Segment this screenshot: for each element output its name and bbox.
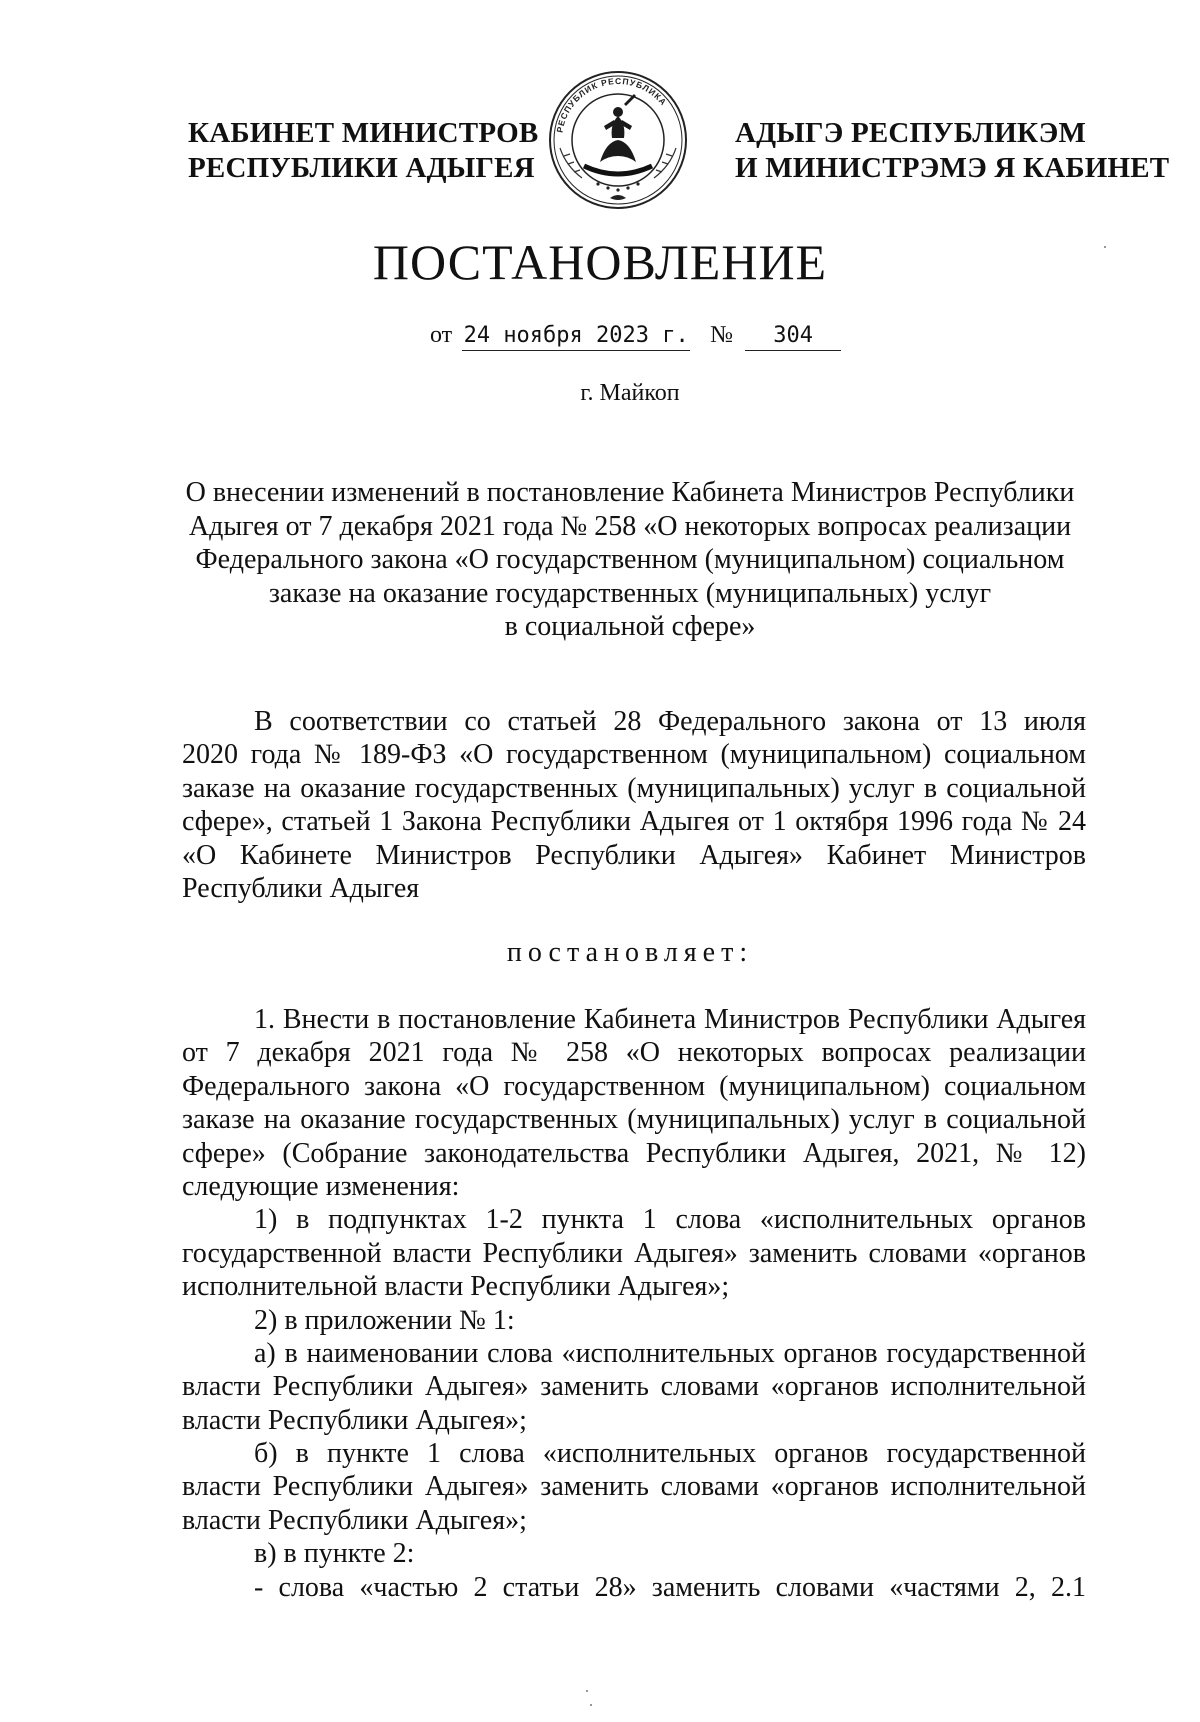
org-name-ady bbox=[735, 116, 1170, 186]
org-name-ady-line-2: И МИНИСТРЭМЭ Я КАБИНЕТ bbox=[735, 152, 1170, 184]
preamble-paragraph bbox=[182, 705, 1086, 905]
subject-line: заказе на оказание государственных (муниципальных) услуг bbox=[268, 577, 992, 609]
org-name-ru-line-1: КАБИНЕТ МИНИСТРОВ bbox=[188, 117, 539, 149]
subject-line: Адыгея от 7 декабря 2021 года № 258 «О некоторых вопросах реализации bbox=[188, 510, 1072, 542]
document-type-title: ПОСТАНОВЛЕНИЕ bbox=[372, 234, 828, 290]
item-line: следующие изменения: bbox=[182, 1170, 460, 1202]
preamble-line: Республики Адыгея bbox=[182, 872, 420, 904]
decree-items bbox=[182, 1003, 1086, 1604]
item-line: государственной власти Республики Адыгея» заменить словами «органов bbox=[182, 1237, 1086, 1269]
item-line: заказе на оказание государственных (муниципальных) услуг в социальной bbox=[182, 1104, 1086, 1136]
item-line: а) в наименовании слова «исполнительных органов государственной bbox=[254, 1337, 1086, 1369]
preamble-line: В соответствии со статьей 28 Федерального закона от 13 июля bbox=[254, 706, 1086, 737]
preamble-line: сфере», статьей 1 Закона Республики Адыгея от 1 октября 1996 года № 24 bbox=[182, 806, 1086, 838]
org-name-ady-line-1: АДЫГЭ РЕСПУБЛИКЭМ bbox=[735, 117, 1087, 149]
org-name-ru-line-2: РЕСПУБЛИКИ АДЫГЕЯ bbox=[188, 152, 535, 184]
scan-speck bbox=[586, 1690, 588, 1692]
date-prefix: от bbox=[430, 322, 453, 348]
emblem-ring-text: РЕСПУБЛИК РЕСПУБЛИКА bbox=[554, 75, 669, 134]
decree-word: постановляет: bbox=[506, 937, 754, 968]
item-line: б) в пункте 1 слова «исполнительных органов государственной bbox=[254, 1438, 1086, 1470]
item-line: 2) в приложении № 1: bbox=[254, 1304, 515, 1336]
item-line: исполнительной власти Республики Адыгея»; bbox=[182, 1271, 730, 1303]
item-line: власти Республики Адыгея» заменить словами «органов исполнительной bbox=[182, 1371, 1086, 1403]
subject-line: в социальной сфере» bbox=[504, 611, 756, 642]
scan-speck bbox=[590, 1704, 592, 1706]
item-line: власти Республики Адыгея»; bbox=[182, 1404, 527, 1436]
document-date-number-row bbox=[430, 318, 841, 352]
item-line: сфере» (Собрание законодательства Республики Адыгея, 2021, № 12) bbox=[182, 1137, 1086, 1169]
scan-speck bbox=[1104, 246, 1106, 248]
subject-line: Федерального закона «О государственном (муниципальном) социальном bbox=[195, 544, 1065, 575]
document-subject bbox=[176, 476, 1084, 644]
item-line: в) в пункте 2: bbox=[254, 1538, 415, 1570]
org-name-ru bbox=[188, 116, 539, 186]
preamble-line: 2020 года № 189-ФЗ «О государственном (муниципальном) социальном bbox=[182, 739, 1086, 771]
number-prefix: № bbox=[710, 322, 734, 348]
coat-of-arms-icon bbox=[538, 66, 698, 214]
preamble-line: «О Кабинете Министров Республики Адыгея» Кабинет Министров bbox=[182, 839, 1086, 871]
document-city: г. Майкоп bbox=[580, 380, 680, 406]
item-line: 1) в подпунктах 1-2 пункта 1 слова «исполнительных органов bbox=[254, 1204, 1086, 1236]
document-date: 24 ноября 2023 г. bbox=[462, 322, 690, 351]
item-line: от 7 декабря 2021 года № 258 «О некоторых вопросах реализации bbox=[182, 1037, 1086, 1069]
item-line: власти Республики Адыгея»; bbox=[182, 1504, 527, 1536]
document-number: 304 bbox=[745, 322, 841, 351]
item-line: власти Республики Адыгея» заменить словами «органов исполнительной bbox=[182, 1471, 1086, 1503]
item-line: 1. Внести в постановление Кабинета Министров Республики Адыгея bbox=[254, 1004, 1086, 1035]
item-line: - слова «частью 2 статьи 28» заменить словами «частями 2, 2.1 bbox=[254, 1571, 1086, 1603]
item-line: Федерального закона «О государственном (муниципальном) социальном bbox=[182, 1070, 1086, 1102]
subject-line: О внесении изменений в постановление Кабинета Министров Республики bbox=[185, 477, 1075, 508]
preamble-line: заказе на оказание государственных (муниципальных) услуг в социальной bbox=[182, 772, 1086, 804]
